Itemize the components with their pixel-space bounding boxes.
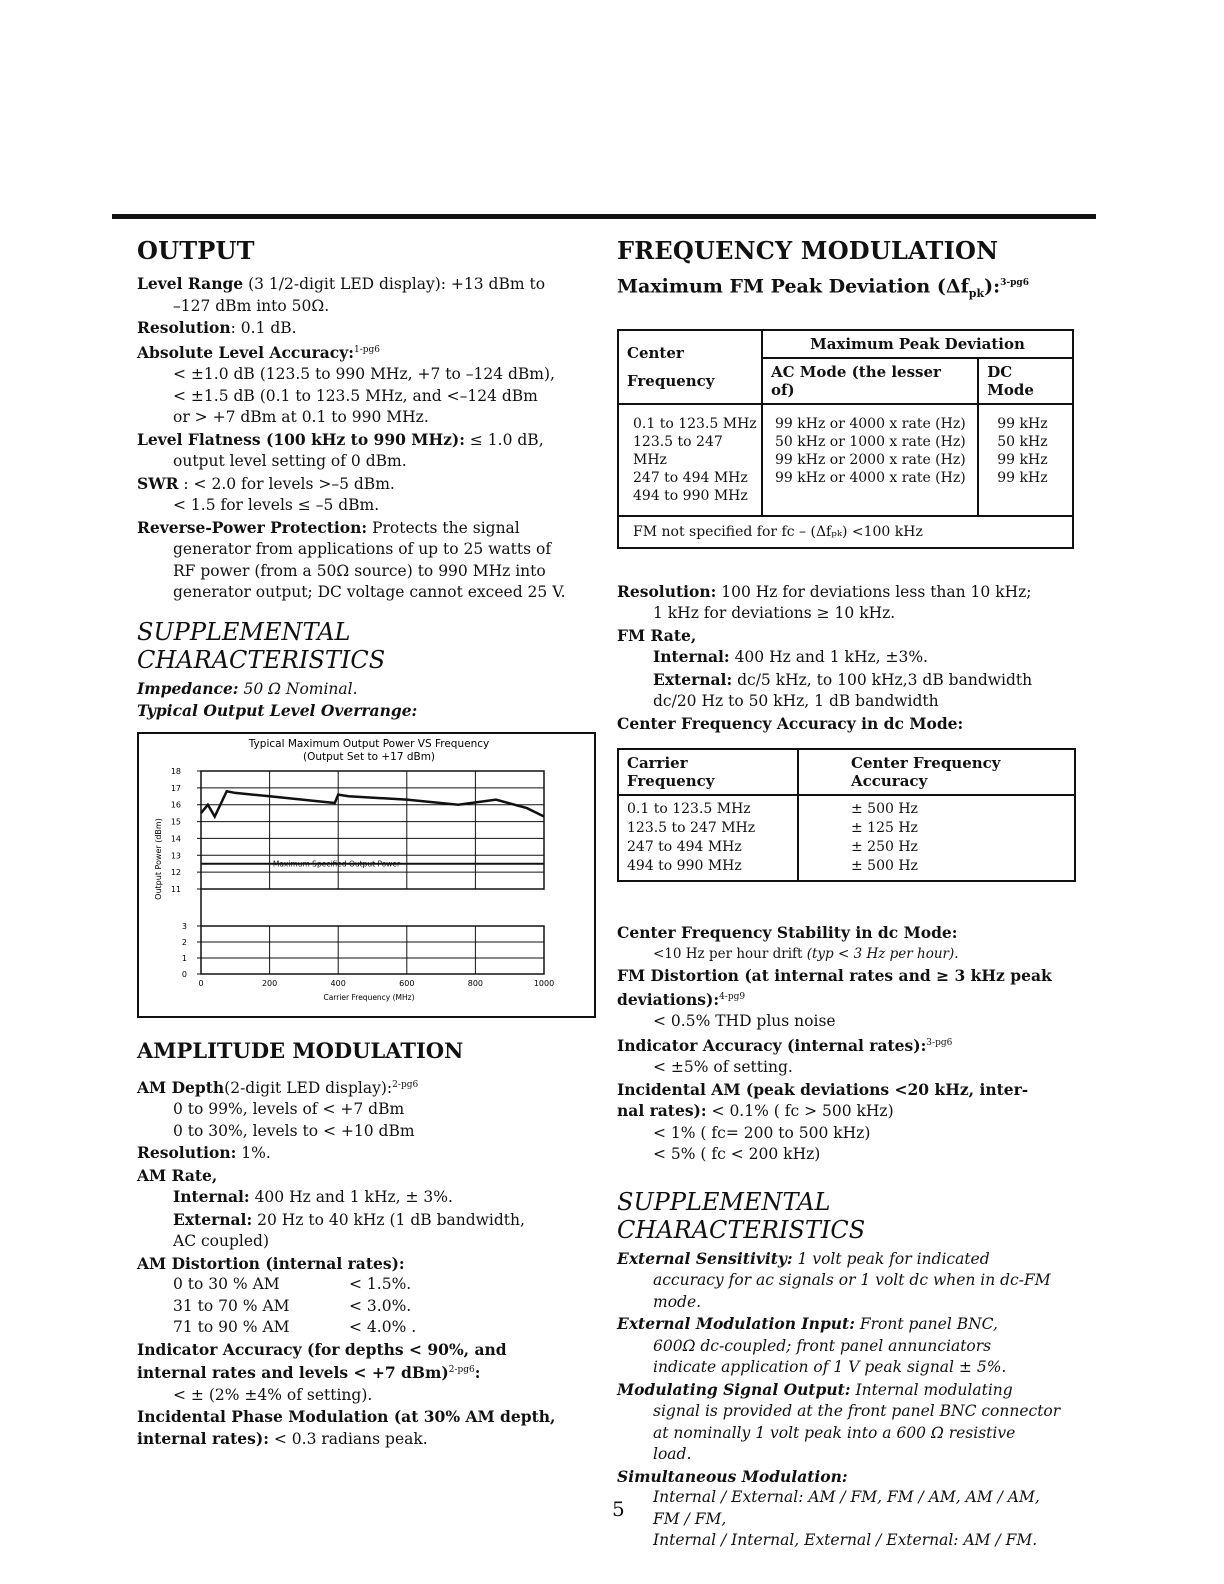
fm-distortion-sup: 4-pg9 <box>719 991 746 1002</box>
cfa-th-center: Center Frequency <box>851 754 1001 773</box>
left-column <box>137 236 592 1450</box>
level-range-label: Level Range <box>137 274 244 293</box>
am-depth-label: AM Depth <box>137 1077 225 1097</box>
fm-th-frequency: Frequency <box>627 371 715 390</box>
fm-incidental-text: < 0.1% ( fс > 500 kHz) <box>706 1102 894 1121</box>
cfa-th-carrier: Carrier <box>627 754 688 773</box>
output-power-chart <box>137 732 596 1018</box>
fm-incidental-label2: nal rates): <box>617 1101 707 1121</box>
swr <box>137 473 592 496</box>
am-external-line2: AC coupled) <box>173 1232 269 1251</box>
accuracy-line: or > +7 dBm at 0.1 to 990 MHz. <box>173 408 429 427</box>
swr-line2: < 1.5 for levels ≤ –5 dBm. <box>173 496 380 515</box>
supplemental-heading-left: SUPPLEMENTAL CHARACTERISTICS <box>137 617 386 674</box>
am-resolution-label: Resolution: <box>137 1143 237 1163</box>
flatness-line2: output level setting of 0 dBm. <box>173 452 407 471</box>
right-column <box>617 236 1077 1552</box>
am-internal <box>137 1186 592 1209</box>
impedance-text: 50 Ω Nominal. <box>238 679 358 698</box>
mod-output <box>617 1379 1077 1402</box>
mod-output-text: Internal modulating <box>850 1380 1013 1399</box>
accuracy-label: Absolute Level Accuracy: <box>137 342 354 362</box>
fm-resolution-text: 100 Hz for deviations less than 10 kHz; <box>716 582 1032 601</box>
fm-deviation-table <box>617 329 1074 549</box>
fm-indicator-label: Indicator Accuracy (internal rates): <box>617 1035 927 1055</box>
simultaneous-label: Simultaneous Modulation: <box>617 1466 848 1486</box>
reverse-power <box>137 517 592 540</box>
cfa-header-center <box>798 749 1075 795</box>
fm-external-text: dc/5 kHz, to 100 kHz,3 dB bandwidth <box>732 670 1033 689</box>
am-distortion-range: 31 to 70 % AM <box>173 1296 290 1315</box>
am-internal-text: 400 Hz and 1 kHz, ± 3%. <box>249 1188 453 1207</box>
resolution-text: : 0.1 dB. <box>230 319 297 337</box>
am-internal-label: Internal: <box>173 1187 250 1207</box>
chart-y-tick-label: 1 <box>181 953 187 963</box>
fm-incidental-label: Incidental AM (peak deviations <20 kHz, inter- <box>617 1079 1029 1099</box>
chart-x-tick-label: 1000 <box>533 978 555 988</box>
fm-heading: FREQUENCY MODULATION <box>617 236 999 265</box>
chart-y-tick-label: 16 <box>170 800 181 810</box>
mod-output-label: Modulating Signal Output: <box>617 1379 851 1399</box>
resolution-label: Resolution <box>137 318 231 337</box>
am-external-text: 20 Hz to 40 kHz (1 dB bandwidth, <box>252 1210 525 1229</box>
chart-upper-frame <box>201 771 544 889</box>
fm-table-ac-col <box>762 404 978 516</box>
fm-row-ac: 50 kHz or 1000 x rate (Hz) <box>775 433 966 450</box>
ext-mod-text: Front panel BNC, <box>854 1315 998 1334</box>
chart-y-tick-label: 2 <box>181 937 187 947</box>
am-incidental-label: Incidental Phase Modulation (at 30% AM depth, <box>137 1407 556 1427</box>
ext-sensitivity-line: mode. <box>653 1292 702 1311</box>
fm-external <box>617 669 1077 692</box>
chart-svg <box>139 734 594 1016</box>
chart-y-tick-label: 11 <box>170 884 181 894</box>
cfa-acc-col <box>798 795 1075 881</box>
chart-y-axis-label: Output Power (dBm) <box>154 817 163 900</box>
cfa-row-acc: ± 250 Hz <box>851 839 918 856</box>
am-depth-text: (2-digit LED display): <box>224 1078 393 1097</box>
chart-x-tick-label: 200 <box>261 978 278 988</box>
fm-row-dc: 50 kHz <box>997 433 1048 450</box>
fm-table-footnote: FM not specified for fс – (Δfₚₖ) <100 kHz <box>618 516 1073 548</box>
am-indicator-label: Indicator Accuracy (for depths < 90%, and <box>137 1339 507 1359</box>
fm-incidental-line: < 1% ( fс= 200 to 500 kHz) <box>653 1123 871 1142</box>
cfa-th-frequency: Frequency <box>627 772 715 791</box>
fm-max-deviation-close: ): <box>984 275 1001 298</box>
flatness-label: Level Flatness (100 kHz to 990 MHz): <box>137 429 465 449</box>
flatness-text: ≤ 1.0 dB, <box>464 430 544 449</box>
overrange-label: Typical Output Level Overrange: <box>137 701 418 721</box>
fm-max-deviation-sub: pk <box>968 287 985 301</box>
fm-external-label: External: <box>653 669 733 689</box>
fm-incidental-line: < 5% ( fс < 200 kHz) <box>653 1145 821 1164</box>
ext-sensitivity <box>617 1248 1077 1271</box>
page-number: 5 <box>612 1497 625 1521</box>
fm-th-ac: AC Mode (the lesser of) <box>762 358 978 404</box>
am-incidental <box>137 1428 592 1451</box>
fm-max-deviation-label: Maximum FM Peak Deviation (Δf <box>617 275 969 298</box>
cfa-row-acc: ± 125 Hz <box>851 820 918 837</box>
chart-y-tick-label: 3 <box>181 921 187 931</box>
am-indicator-label2-text: internal rates and levels < +7 dBm) <box>137 1363 449 1383</box>
am-depth-sup: 2-pg6 <box>392 1079 419 1090</box>
fm-internal <box>617 646 1077 669</box>
fm-indicator-text: < ±5% of setting. <box>653 1058 793 1077</box>
swr-text: : < 2.0 for levels >–5 dBm. <box>178 474 395 493</box>
output-heading: OUTPUT <box>137 236 255 265</box>
chart-lower-frame <box>201 926 544 974</box>
fm-internal-text: 400 Hz and 1 kHz, ±3%. <box>729 648 928 667</box>
fm-th-dc: DC Mode <box>978 358 1073 404</box>
am-distortion-value: < 4.0% . <box>349 1318 417 1337</box>
chart-x-tick-label: 600 <box>399 978 415 988</box>
am-incidental-text: < 0.3 radians peak. <box>268 1429 428 1448</box>
chart-y-tick-label: 14 <box>170 834 181 844</box>
fm-incidental <box>617 1100 1077 1123</box>
chart-x-tick-label: 800 <box>467 978 484 988</box>
ext-sensitivity-text: 1 volt peak for indicated <box>792 1249 990 1268</box>
ext-mod-line: indicate application of 1 V peak signal ± 5%. <box>653 1358 1007 1377</box>
am-distortion-label: AM Distortion (internal rates): <box>137 1253 405 1273</box>
cfa-row-freq: 0.1 to 123.5 MHz <box>627 801 751 818</box>
chart-x-axis-label: Carrier Frequency (MHz) <box>323 992 415 1002</box>
level-range <box>137 273 592 296</box>
am-distortion-row <box>137 1317 592 1339</box>
mod-output-line: load. <box>653 1445 692 1464</box>
fm-row-freq: 494 to 990 MHz <box>633 487 748 504</box>
fm-max-deviation-heading <box>617 273 1077 305</box>
fm-resolution-label: Resolution: <box>617 581 717 601</box>
impedance-label: Impedance: <box>137 678 239 698</box>
chart-y-tick-label: 18 <box>170 766 181 776</box>
fm-distortion-label: FM Distortion (at internal rates and ≥ 3 kHz peak <box>617 966 1052 986</box>
simultaneous-line: Internal / External: AM / FM, FM / AM, AM / AM, <box>653 1488 1040 1507</box>
fm-table-header-center <box>618 330 762 404</box>
resolution <box>137 317 592 340</box>
am-resolution <box>137 1142 592 1165</box>
am-distortion-value: < 3.0%. <box>349 1296 412 1315</box>
mod-output-line: at nominally 1 volt peak into a 600 Ω resistive <box>653 1423 1016 1442</box>
chart-y-tick-label: 15 <box>170 817 181 827</box>
fm-external-line2: dc/20 Hz to 50 kHz, 1 dB bandwidth <box>653 692 939 711</box>
reverse-label: Reverse-Power Protection: <box>137 517 368 537</box>
level-range-text: (3 1/2-digit LED display): +13 dBm to <box>243 275 546 293</box>
cfa-header-carrier <box>618 749 798 795</box>
top-rule <box>112 214 1096 219</box>
impedance <box>137 678 592 701</box>
ext-mod-input <box>617 1313 1077 1336</box>
level-range-line2: –127 dBm into 50Ω. <box>173 296 330 315</box>
cfa-row-freq: 123.5 to 247 MHz <box>627 820 756 837</box>
cfa-row-freq: 247 to 494 MHz <box>627 839 742 856</box>
fm-th-center: Center <box>627 343 684 362</box>
fm-row-dc: 99 kHz <box>997 451 1048 468</box>
fm-resolution <box>617 581 1077 604</box>
am-depth <box>137 1075 592 1100</box>
mod-output-line: signal is provided at the front panel BNC connector <box>653 1402 1061 1421</box>
am-heading: AMPLITUDE MODULATION <box>137 1037 464 1063</box>
fm-indicator-sup: 3-pg6 <box>926 1037 953 1048</box>
fm-row-ac: 99 kHz or 4000 x rate (Hz) <box>775 469 966 486</box>
am-external <box>137 1209 592 1232</box>
ext-sensitivity-label: External Sensitivity: <box>617 1248 793 1268</box>
am-indicator-sup: 2-pg6 <box>448 1365 475 1376</box>
simultaneous-line: Internal / Internal, External / External: AM / FM. <box>653 1531 1038 1550</box>
ext-sensitivity-line: accuracy for ac signals or 1 volt dc when in dc-FM <box>653 1271 1051 1290</box>
reverse-line: RF power (from a 50Ω source) to 990 MHz into <box>173 561 546 580</box>
simultaneous-line: FM / FM, <box>653 1509 727 1528</box>
am-indicator-label2 <box>137 1360 592 1385</box>
cfa-th-accuracy: Accuracy <box>851 772 928 791</box>
chart-y-tick-label: 13 <box>170 850 181 860</box>
fm-stability-label: Center Frequency Stability in dc Mode: <box>617 923 958 943</box>
fm-row-ac: 99 kHz or 4000 x rate (Hz) <box>775 415 966 432</box>
fm-resolution-line2: 1 kHz for deviations ≥ 10 kHz. <box>653 604 896 623</box>
cfa-row-acc: ± 500 Hz <box>851 801 918 818</box>
am-resolution-text: 1%. <box>236 1144 271 1163</box>
fm-distortion-text: < 0.5% THD plus noise <box>653 1012 836 1031</box>
fm-stability-italic: (typ < 3 Hz per hour). <box>806 945 959 962</box>
am-indicator-colon: : <box>474 1363 481 1383</box>
am-distortion-row <box>137 1296 592 1318</box>
fm-table-freq-col <box>618 404 762 516</box>
fm-indicator <box>617 1033 1077 1058</box>
supplemental-heading-right: SUPPLEMENTAL CHARACTERISTICS <box>617 1187 866 1244</box>
reverse-text: Protects the signal <box>367 518 520 537</box>
fm-table-dc-col <box>978 404 1073 516</box>
chart-x-tick-label: 0 <box>198 978 204 988</box>
fm-rate-label: FM Rate, <box>617 625 697 645</box>
chart-annotation: Maximum Specified Output Power <box>272 859 401 869</box>
flatness <box>137 429 592 452</box>
fm-row-dc: 99 kHz <box>997 415 1048 432</box>
center-frequency-accuracy-table <box>617 748 1076 882</box>
chart-title: Typical Maximum Output Power VS Frequency <box>248 737 490 750</box>
chart-subtitle: (Output Set to +17 dBm) <box>302 750 436 763</box>
fm-row-dc: 99 kHz <box>997 469 1048 486</box>
fm-stability-text: <10 Hz per hour drift <box>653 945 807 962</box>
fm-row-ac: 99 kHz or 2000 x rate (Hz) <box>775 451 966 468</box>
am-external-label: External: <box>173 1209 253 1229</box>
reverse-line: generator from applications of up to 25 watts of <box>173 540 552 559</box>
accuracy-sup: 1-pg6 <box>353 344 380 355</box>
cfa-row-freq: 494 to 990 MHz <box>627 858 742 875</box>
chart-y-tick-label: 12 <box>170 867 181 877</box>
fm-max-deviation-sup: 3-pg6 <box>1000 278 1029 288</box>
am-distortion-range: 0 to 30 % AM <box>173 1275 280 1294</box>
cfa-row-acc: ± 500 Hz <box>851 858 918 875</box>
am-depth-line: 0 to 30%, levels to < +10 dBm <box>173 1121 415 1140</box>
fm-stability <box>617 944 1077 966</box>
am-depth-line: 0 to 99%, levels of < +7 dBm <box>173 1100 405 1119</box>
fm-cfa-label: Center Frequency Accuracy in dc Mode: <box>617 713 964 733</box>
chart-series-line <box>201 791 544 816</box>
am-incidental-label2: internal rates): <box>137 1428 269 1448</box>
accuracy-line: < ±1.5 dB (0.1 to 123.5 MHz, and <–124 dBm <box>173 386 538 405</box>
fm-distortion-label2-text: deviations): <box>617 989 720 1009</box>
ext-mod-label: External Modulation Input: <box>617 1314 855 1334</box>
accuracy-line: < ±1.0 dB (123.5 to 990 MHz, +7 to –124 dBm), <box>173 365 555 384</box>
swr-label: SWR <box>137 473 179 493</box>
fm-internal-label: Internal: <box>653 647 730 667</box>
am-distortion-range: 71 to 90 % AM <box>173 1318 290 1337</box>
fm-row-freq: 0.1 to 123.5 MHz <box>633 415 757 432</box>
cfa-freq-col <box>618 795 798 881</box>
fm-row-freq: 123.5 to 247 MHz <box>633 433 723 468</box>
chart-y-tick-label: 17 <box>170 783 181 793</box>
fm-th-max: Maximum Peak Deviation <box>762 330 1073 358</box>
accuracy-heading <box>137 340 592 365</box>
chart-x-tick-label: 400 <box>330 978 346 988</box>
chart-y-tick-label: 0 <box>181 969 187 979</box>
fm-row-freq: 247 to 494 MHz <box>633 469 748 486</box>
ext-mod-line: 600Ω dc-coupled; front panel annunciators <box>653 1336 992 1355</box>
fm-distortion-label2 <box>617 987 1077 1012</box>
am-rate-label: AM Rate, <box>137 1165 218 1185</box>
am-distortion-value: < 1.5%. <box>349 1275 412 1294</box>
am-indicator-text: < ± (2% ±4% of setting). <box>173 1385 373 1404</box>
reverse-line: generator output; DC voltage cannot exceed 25 V. <box>173 583 566 602</box>
am-distortion-row <box>137 1274 592 1296</box>
